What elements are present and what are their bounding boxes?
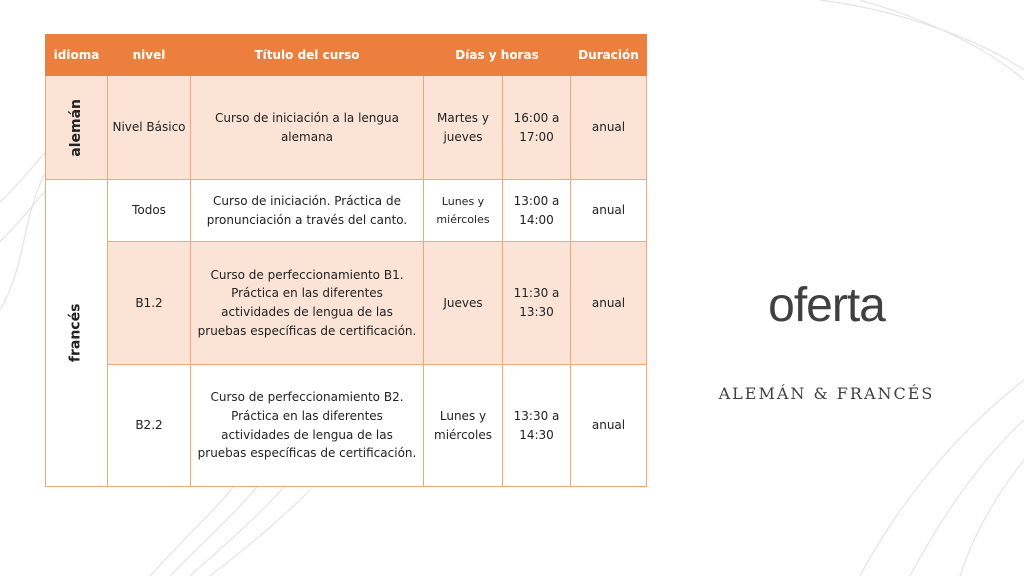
duration-cell: anual [571, 242, 647, 365]
header-nivel: nivel [108, 35, 191, 76]
course-title-cell: Curso de iniciación. Práctica de pronunciación a través del canto. [191, 180, 424, 242]
language-label: alemán [67, 98, 84, 157]
hours-cell: 11:30 a 13:30 [503, 242, 571, 365]
days-cell: Martes y jueves [424, 76, 503, 180]
header-titulo: Título del curso [191, 35, 424, 76]
table-row [46, 242, 647, 365]
hours-cell: 13:00 a 14:00 [503, 180, 571, 242]
level-cell: B2.2 [108, 365, 191, 487]
duration-cell: anual [571, 365, 647, 487]
language-cell [46, 180, 108, 487]
header-duracion: Duración [571, 35, 647, 76]
language-cell [46, 76, 108, 180]
level-cell: B1.2 [108, 242, 191, 365]
table-row [46, 365, 647, 487]
slide-subtitle: ALEMÁN & FRANCÉS [718, 384, 935, 403]
course-title-cell: Curso de perfeccionamiento B2. Práctica en las diferentes actividades de lengua de las pruebas específicas de certificación. [191, 365, 424, 487]
level-cell: Todos [108, 180, 191, 242]
course-title-cell: Curso de perfeccionamiento B1. Práctica en las diferentes actividades de lengua de las pruebas específicas de certificación. [191, 242, 424, 365]
table-row [46, 76, 647, 180]
course-schedule-table [45, 34, 647, 487]
days-cell: Jueves [424, 242, 503, 365]
slide-title: oferta [768, 279, 885, 332]
header-dias-horas: Días y horas [424, 35, 571, 76]
hours-cell: 16:00 a 17:00 [503, 76, 571, 180]
table-header-row [46, 35, 647, 76]
level-cell: Nivel Básico [108, 76, 191, 180]
days-cell: Lunes y miércoles [424, 180, 503, 242]
duration-cell: anual [571, 180, 647, 242]
course-title-cell: Curso de iniciación a la lengua alemana [191, 76, 424, 180]
hours-cell: 13:30 a 14:30 [503, 365, 571, 487]
header-idioma: idioma [46, 35, 108, 76]
days-cell: Lunes y miércoles [424, 365, 503, 487]
language-label: francés [67, 303, 84, 363]
table-row [46, 180, 647, 242]
duration-cell: anual [571, 76, 647, 180]
